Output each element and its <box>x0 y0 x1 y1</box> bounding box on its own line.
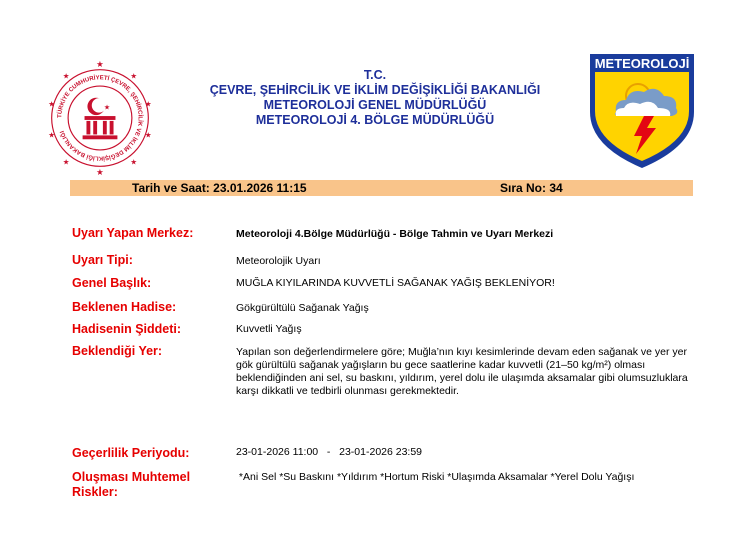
svg-text:★: ★ <box>48 130 56 140</box>
header-directorate: METEOROLOJİ GENEL MÜDÜRLÜĞÜ <box>263 98 487 112</box>
severity-label: Hadisenin Şiddeti: <box>72 322 182 336</box>
validity-value: 23-01-2026 11:00 - 23-01-2026 23:59 <box>236 446 423 458</box>
type-value: Meteorolojik Uyarı <box>236 255 321 267</box>
svg-text:★: ★ <box>96 167 104 176</box>
risks-label: Oluşması Muhtemel Riskler: <box>72 470 191 499</box>
place-label: Beklendiği Yer: <box>72 344 163 358</box>
svg-text:★: ★ <box>62 157 70 167</box>
date-sequence-bar <box>70 180 693 196</box>
header-region: METEOROLOJİ 4. BÖLGE MÜDÜRLÜĞÜ <box>255 113 495 127</box>
title-value: MUĞLA KIYILARINDA KUVVETLİ SAĞANAK YAĞIŞ BEKLENİYOR! <box>236 277 555 289</box>
header-titles <box>160 68 590 128</box>
svg-text:★: ★ <box>144 130 152 140</box>
event-label: Beklenen Hadise: <box>72 300 177 314</box>
sequence-number: Sıra No: 34 <box>500 181 563 195</box>
ministry-seal-logo <box>42 60 158 176</box>
svg-text:★: ★ <box>130 157 138 167</box>
event-value: Gökgürültülü Sağanak Yağış <box>236 302 369 314</box>
place-value: Yapılan son değerlendirmelere göre; Muğla’nın kıyı kesimlerinde devam eden sağanak ve yer yer gök gürültülü sağanak yağışların bu gece saatlerine kadar kuvvetli (21–50 kg/m²) olması beklendiğinden ani sel, su baskını, yıldırım, yerel dolu ile ulaşımda aksamalar gibi olumsuzluklara karşı dikkatli ve tedbirli olunması gerekmektedir. <box>236 346 688 397</box>
header-tc: T.C. <box>363 68 387 82</box>
center-label: Uyarı Yapan Merkez: <box>72 226 194 240</box>
date-time: Tarih ve Saat: 23.01.2026 11:15 <box>132 181 307 195</box>
svg-text:★: ★ <box>62 71 70 81</box>
validity-label: Geçerlilik Periyodu: <box>72 446 190 460</box>
severity-value: Kuvvetli Yağış <box>236 323 302 335</box>
header-ministry: ÇEVRE, ŞEHİRCİLİK VE İKLİM DEĞİŞİKLİĞİ BAKANLIĞI <box>209 83 541 97</box>
svg-text:★: ★ <box>103 104 110 112</box>
svg-text:TÜRKİYE CUMHURİYETİ ÇEVRE, ŞEH: TÜRKİYE CUMHURİYETİ ÇEVRE, ŞEHİRCİLİK VE İKLİM DEĞİŞİKLİĞİ BAKANLIĞI <box>57 75 143 161</box>
title-label: Genel Başlık: <box>72 276 152 290</box>
svg-text:★: ★ <box>144 99 152 109</box>
meteoroloji-logo <box>586 50 698 170</box>
svg-text:★: ★ <box>48 99 56 109</box>
svg-text:★: ★ <box>96 60 104 69</box>
center-value: Meteoroloji 4.Bölge Müdürlüğü - Bölge Tahmin ve Uyarı Merkezi <box>236 228 554 240</box>
svg-text:★: ★ <box>130 71 138 81</box>
svg-text:METEOROLOJİ: METEOROLOJİ <box>594 56 690 71</box>
type-label: Uyarı Tipi: <box>72 253 133 267</box>
risks-value: *Ani Sel *Su Baskını *Yıldırım *Hortum Riski *Ulaşımda Aksamalar *Yerel Dolu Yağışı <box>236 471 635 483</box>
